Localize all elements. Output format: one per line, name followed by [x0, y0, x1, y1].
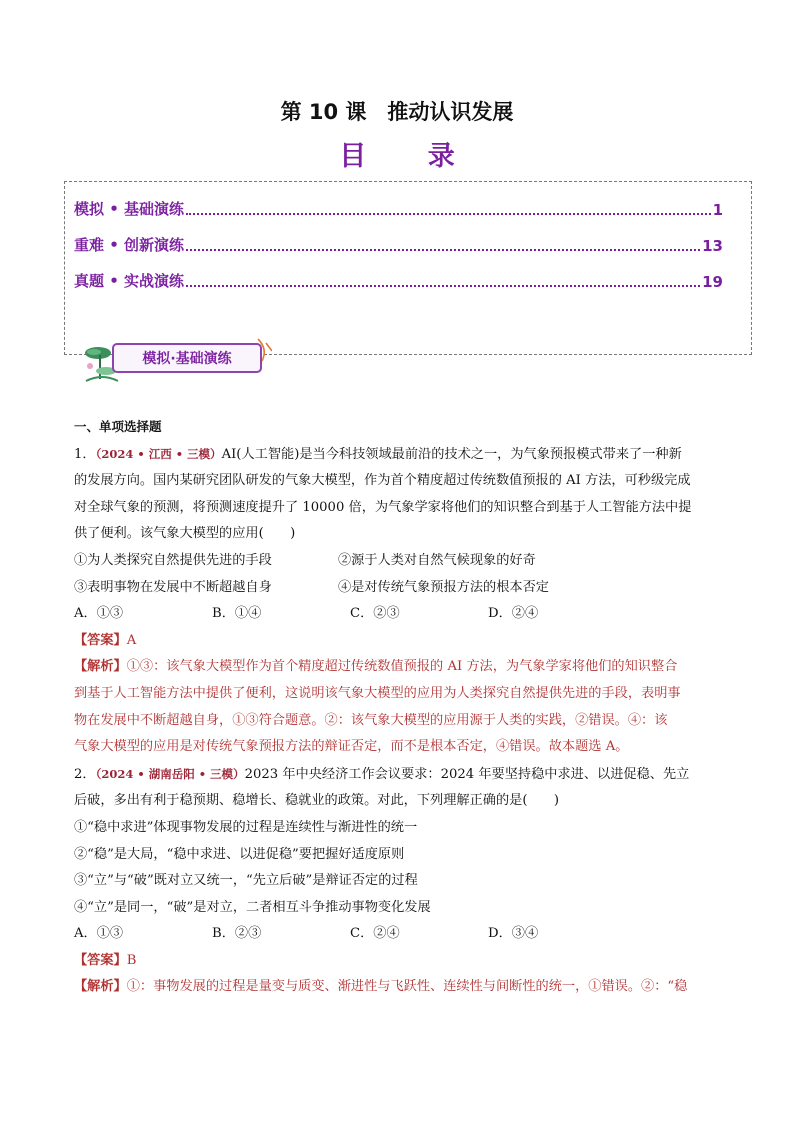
option-a[interactable]: A．①③ — [74, 606, 124, 622]
statement-row — [74, 575, 722, 602]
statement-row — [74, 548, 722, 575]
answer-tag: 【答案】 — [74, 952, 127, 968]
option-d[interactable]: D．③④ — [488, 926, 539, 942]
answer-line — [74, 628, 722, 655]
table-of-contents — [64, 181, 752, 355]
toc-item-page: 1 — [712, 201, 723, 219]
toc-item-real-exam[interactable] — [74, 269, 723, 291]
option-c[interactable]: C．②④ — [350, 926, 400, 942]
toc-leader — [186, 213, 711, 215]
toc-heading: 目 录 — [339, 141, 481, 172]
option-a[interactable]: A．①③ — [74, 926, 124, 942]
answer-line — [74, 948, 722, 975]
toc-item-label: 重难 • 创新演练 — [74, 236, 185, 254]
question-number: 1． — [74, 446, 96, 462]
answer-value: B — [126, 952, 137, 968]
question-1-line — [74, 441, 722, 469]
question-text: 2023 年中央经济工作会议要求：2024 年要坚持稳中求进、以进促稳、先立 — [244, 766, 690, 782]
toc-leader — [186, 249, 700, 251]
option-b[interactable]: B．①④ — [212, 606, 262, 622]
toc-item-label: 模拟 • 基础演练 — [74, 200, 185, 218]
statement: ④“立”是同一，“破”是对立，二者相互斗争推动事物变化发展 — [74, 899, 431, 915]
analysis-text: ①：事物发展的过程是量变与质变、渐进性与飞跃性、连续性与间断性的统一，①错误。②：“稳 — [126, 979, 688, 995]
answer-tag: 【答案】 — [74, 632, 127, 648]
option-b[interactable]: B．②③ — [212, 926, 262, 942]
statement: ③“立”与“破”既对立又统一，“先立后破”是辩证否定的过程 — [74, 873, 418, 889]
toc-item-innovation[interactable] — [74, 233, 723, 255]
analysis-tag: 【解析】 — [74, 979, 127, 995]
answer-value: A — [126, 632, 137, 648]
statement: ①为人类探究自然提供先进的手段 — [74, 552, 272, 568]
question-source: （2024 • 江西 • 三模） — [95, 446, 222, 461]
page-title: 第 10 课 推动认识发展 — [280, 100, 514, 124]
question-source: （2024 • 湖南岳阳 • 三模） — [95, 766, 245, 781]
question-text: AI(人工智能)是当今科技领域最前沿的技术之一，为气象预报模式带来了一种新 — [221, 446, 682, 462]
analysis-text: 物在发展中不断超越自身，①③符合题意。②：该气象大模型的应用源于人类的实践，②错误。④：该 — [74, 712, 668, 728]
statement: ①“稳中求进”体现事物发展的过程是连续性与渐进性的统一 — [74, 819, 418, 835]
analysis-line — [74, 654, 722, 681]
question-text: 后破，多出有利于稳预期、稳增长、稳就业的政策。对此，下列理解正确的是( ) — [74, 793, 560, 809]
analysis-line — [74, 974, 722, 1001]
question-content — [74, 414, 722, 1001]
section-banner — [82, 333, 272, 385]
option-row — [74, 601, 722, 628]
question-number: 2． — [74, 766, 96, 782]
option-d[interactable]: D．②④ — [488, 606, 539, 622]
option-row — [74, 921, 722, 948]
statement: ②源于人类对自然气候现象的好奇 — [338, 552, 536, 568]
statement: ④是对传统气象预报方法的根本否定 — [338, 579, 549, 595]
analysis-text: 到基于人工智能方法中提供了便利，这说明该气象大模型的应用为人类探究自然提供先进的手段，表明事 — [74, 685, 681, 701]
toc-item-label: 真题 • 实战演练 — [74, 272, 185, 290]
question-text: 对全球气象的预测，将预测速度提升了 10000 倍，为气象学家将他们的知识整合到基于人工智能方法中提 — [74, 499, 692, 515]
toc-item-basic[interactable] — [74, 197, 723, 219]
toc-item-page: 13 — [702, 237, 723, 255]
analysis-text: ①③：该气象大模型作为首个精度超过传统数值预报的 AI 方法，为气象学家将他们的知识整合 — [126, 659, 678, 675]
analysis-tag: 【解析】 — [74, 659, 127, 675]
statement: ②“稳”是大局，“稳中求进、以进促稳”要把握好适度原则 — [74, 846, 405, 862]
question-2-line — [74, 761, 722, 789]
banner-label: 模拟·基础演练 — [112, 343, 262, 373]
option-c[interactable]: C．②③ — [350, 606, 400, 622]
section-heading: 一、单项选择题 — [74, 419, 162, 434]
analysis-text: 气象大模型的应用是对传统气象预报方法的辩证否定，而不是根本否定，④错误。故本题选 A。 — [74, 739, 629, 755]
question-text: 供了便利。该气象大模型的应用( ) — [74, 526, 296, 542]
statement: ③表明事物在发展中不断超越自身 — [74, 579, 272, 595]
question-text: 的发展方向。国内某研究团队研发的气象大模型，作为首个精度超过传统数值预报的 AI 方法，可秒级完成 — [74, 473, 691, 489]
toc-item-page: 19 — [702, 273, 723, 291]
toc-leader — [186, 285, 700, 287]
